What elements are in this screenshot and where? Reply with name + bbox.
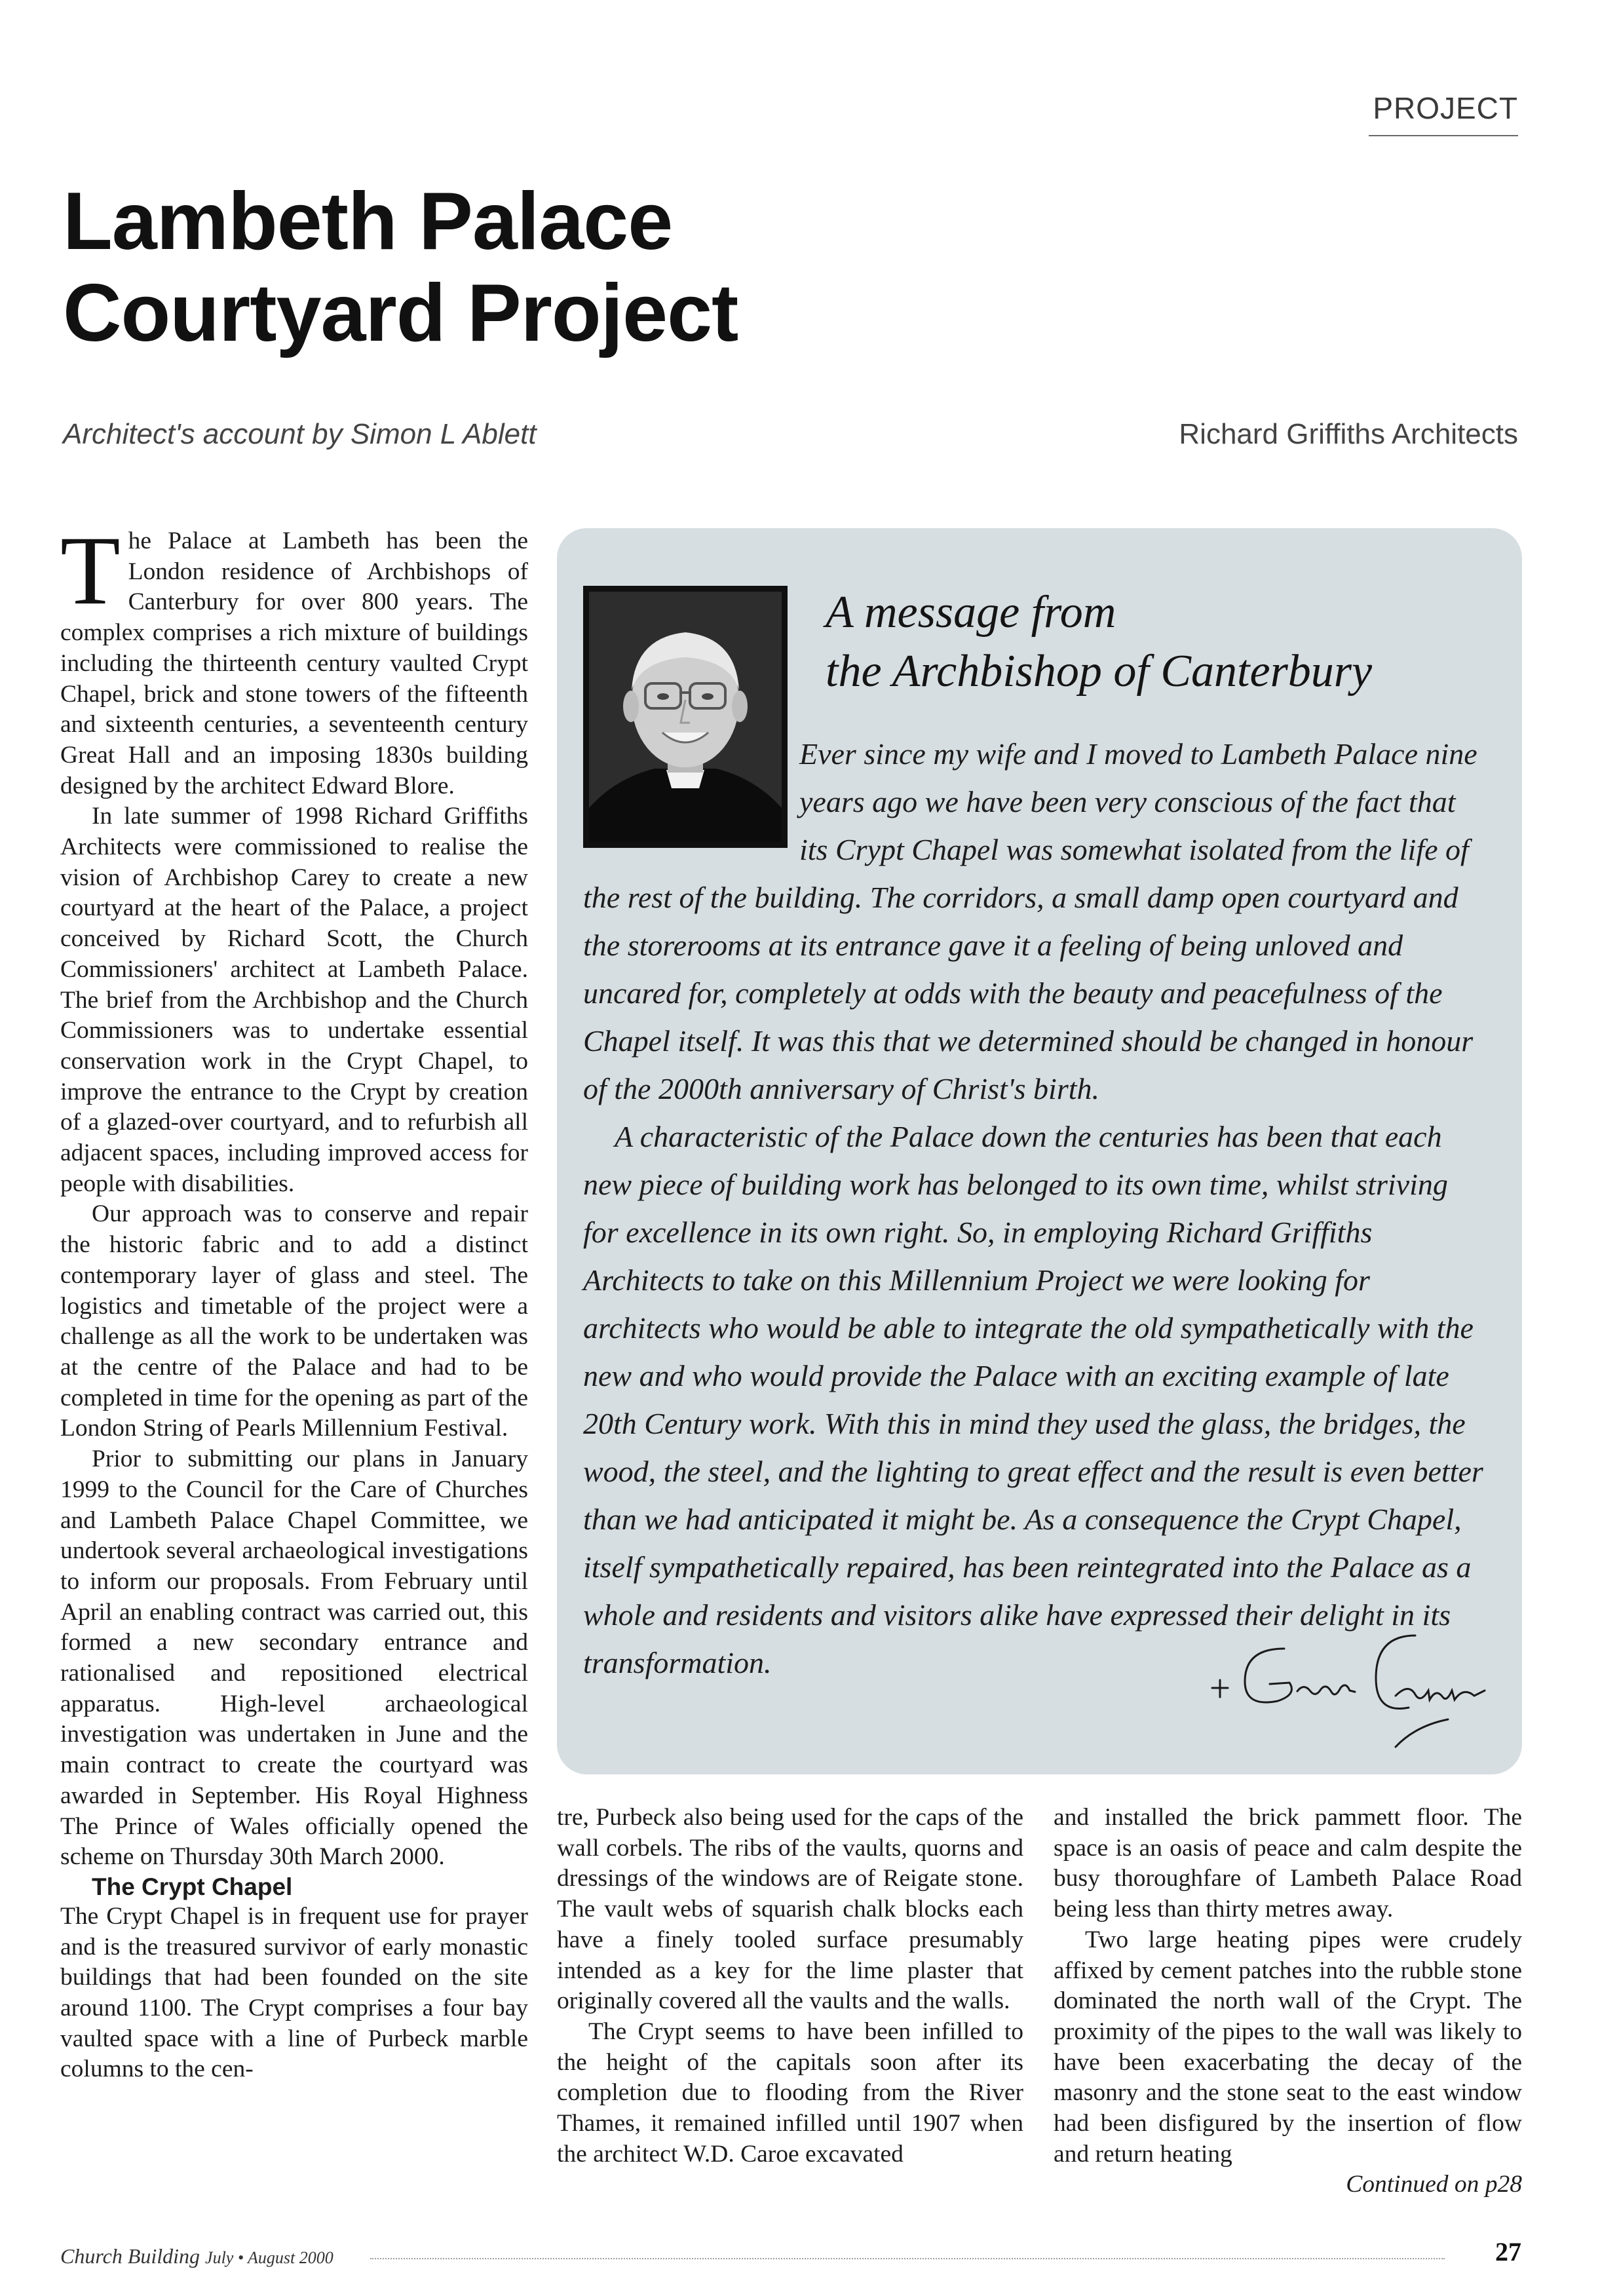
section-heading: The Crypt Chapel bbox=[92, 1873, 293, 1900]
byline: Architect's account by Simon L Ablett bbox=[63, 418, 537, 450]
title-line-1: Lambeth Palace bbox=[63, 176, 673, 267]
page-number: 27 bbox=[1495, 2237, 1521, 2267]
firm-name: Richard Griffiths Architects bbox=[1179, 418, 1518, 450]
paragraph: Prior to submitting our plans in January 1999 to the Council for the Care of Churches and Lambeth Palace Chapel Committee, we undertook several archaeological investigations to inform our proposals. From February until April an enabling contract was carried out, this formed a new secondary entrance and rationalised and repositioned electrical apparatus. High-level archaeological investigation was undertaken in June and the main contract to create the courtyard was awarded in September. His Royal Highness The Prince of Wales officially opened the scheme on Thursday 30th March 2000. bbox=[60, 1445, 528, 1871]
portrait-wrap-space bbox=[583, 730, 799, 861]
message-title-line-1: A message from bbox=[826, 587, 1116, 638]
issue-date: July • August 2000 bbox=[205, 2248, 333, 2267]
footer-publication bbox=[60, 2244, 333, 2268]
paragraph: Our approach was to conserve and repair the historic fabric and to add a distinct contemporary layer of glass and steel. The logistics and timetable of the project were a challenge as all the work to be undertaken was at the centre of the Palace and had to be completed in time for the opening as part of the London String of Pearls Millennium Festival. bbox=[60, 1200, 528, 1442]
article-column-3 bbox=[1054, 1803, 1522, 2200]
publication-name: Church Building bbox=[60, 2244, 200, 2268]
paragraph: tre, Purbeck also being used for the caps of the wall corbels. The ribs of the vaults, quorns and dressings of the windows are of Reigate stone. The vault webs of squarish chalk blocks each have a finely tooled surface presumably intended as a key for the lime plaster that originally covered all the vaults and the walls. bbox=[557, 1804, 1023, 2015]
message-title-line-2: the Archbishop of Canterbury bbox=[826, 646, 1373, 697]
paragraph: and installed the brick pammett floor. The space is an oasis of peace and calm despite the busy thoroughfare of Lambeth Palace Road being less than thirty metres away. bbox=[1054, 1804, 1522, 1923]
paragraph: The Palace at Lambeth has been the London residence of Archbishops of Canterbury for over 800 years. The complex comprises a rich mixture of buildings including the thirteenth century vaulted Crypt Chapel, brick and stone towers of the fifteenth and sixteenth centuries, a seventeenth century Great Hall and an imposing 1830s building designed by the architect Edward Blore. bbox=[60, 516, 528, 799]
signature-icon bbox=[1199, 1609, 1507, 1753]
message-body bbox=[583, 730, 1487, 1687]
paragraph: The Crypt Chapel is in frequent use for prayer and is the treasured survivor of early monastic buildings that had been founded on the site around 1100. The Crypt comprises a four bay vaulted space with a line of Purbeck marble columns to the cen- bbox=[60, 1902, 528, 2083]
article-column-2 bbox=[557, 1803, 1023, 2170]
paragraph: In late summer of 1998 Richard Griffiths Architects were commissioned to realise the vision of Archbishop Carey to create a new courtyard at the heart of the Palace, a project conceived by Richard Scott, the Church Commissioners' architect at Lambeth Palace. The brief from the Archbishop and the Church Commissioners was to undertake essential conservation work in the Crypt Chapel, to improve the entrance to the Crypt by creation of a glazed-over courtyard, and to refurbish all adjacent spaces, including improved access for people with disabilities. bbox=[60, 803, 528, 1197]
message-paragraph: A characteristic of the Palace down the centuries has been that each new piece of building work has belonged to its own time, whilst striving for excellence in its own right. So, in employing Richard Griffiths Architects to take on this Millennium Project we were looking for architects who would be able to integrate the old sympathetically with the new and who would provide the Palace with an exciting example of late 20th Century work. With this in mind they used the glass, the bridges, the wood, the steel, and the lighting to great effect and the result is even better than we had anticipated it might be. As a consequence the Crypt Chapel, itself sympathetically repaired, has been reintegrated into the Palace as a whole and residents and visitors alike have expressed their delight in its transformation. bbox=[583, 1120, 1483, 1679]
footer-rule bbox=[370, 2258, 1445, 2259]
paragraph: The Crypt seems to have been infilled to the height of the capitals soon after its completion due to flooding from the River Thames, it remained infilled until 1907 when the architect W.D. Caroe excavated bbox=[557, 2018, 1023, 2168]
archbishop-message-box bbox=[557, 528, 1522, 1774]
section-label: PROJECT bbox=[1373, 91, 1518, 125]
continued-note: Continued on p28 bbox=[1346, 2171, 1522, 2198]
section-rule bbox=[1369, 135, 1518, 136]
page-title bbox=[63, 176, 738, 359]
archbishop-signature bbox=[1199, 1609, 1507, 1753]
paragraph: Two large heating pipes were crudely affixed by cement patches into the rubble stone dominated the north wall of the Crypt. The proximity of the pipes to the wall was likely to have been exacerbating the decay of the masonry and the stone seat to the east window had been disfigured by the insertion of flow and return heating bbox=[1054, 1926, 1522, 2168]
article-column-1 bbox=[60, 516, 528, 2085]
message-paragraph: Ever since my wife and I moved to Lambeth Palace nine years ago we have been very conscious of the fact that its Crypt Chapel was somewhat isolated from the life of the rest of the building. The corridors, a small damp open courtyard and the storerooms at its entrance gave it a feeling of being unloved and uncared for, completely at odds with the beauty and peacefulness of the Chapel itself. It was this that we determined should be changed in honour of the 2000th anniversary of Christ's birth. bbox=[583, 737, 1477, 1105]
drop-cap: T bbox=[60, 516, 121, 625]
title-line-2: Courtyard Project bbox=[63, 268, 738, 358]
message-title bbox=[826, 583, 1372, 701]
